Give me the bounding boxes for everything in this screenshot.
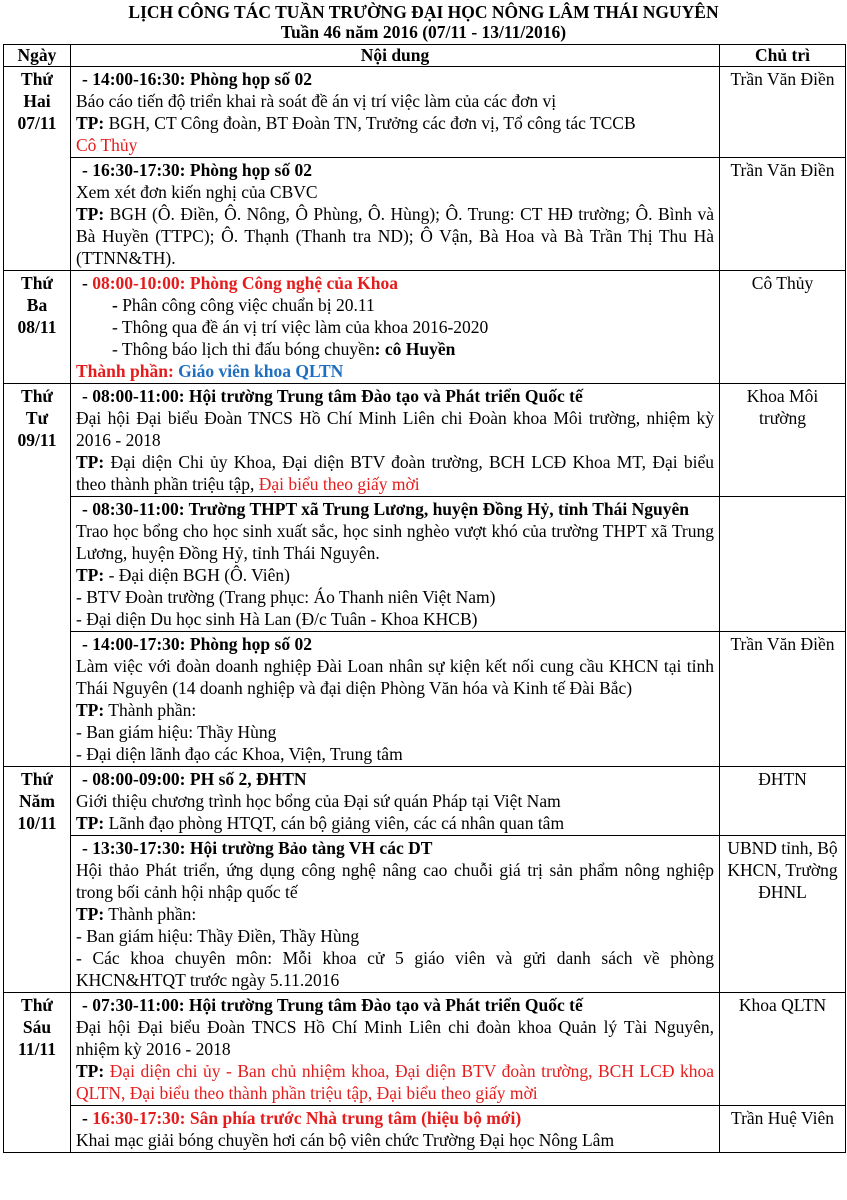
host-cell: Khoa QLTN [720,993,846,1106]
day-name: Năm [19,791,55,811]
table-row [4,767,846,836]
agenda-item-owner: : cô Huyền [374,339,456,359]
table-row [4,632,846,767]
event-content [71,767,720,836]
participants-label: TP: [76,204,105,224]
event-description: Giới thiệu chương trình học bổng của Đại sứ quán Pháp tại Việt Nam [76,791,561,811]
agenda-item: Phân công công việc chuẩn bị 20.11 [122,295,375,315]
day-date: 07/11 [17,113,57,133]
column-header-host: Chủ trì [720,45,846,67]
table-header-row [4,45,846,67]
day-date: 10/11 [17,813,57,833]
participants-label: TP: [76,565,105,585]
event-description: Làm việc với đoàn doanh nghiệp Đài Loan nhân sự kiện kết nối cung cầu KHCN tại tỉnh Thái Nguyên (14 doanh nghiệp và đại diện Phòng Văn hóa và Kinh tế Đài Bắc) [76,656,714,698]
agenda-item: - Thông báo lịch thi đấu bóng chuyền [112,339,375,359]
participants: Đại diện chi ủy - Ban chủ nhiệm khoa, Đại diện BTV đoàn trường, BCH LCĐ khoa QLTN, Đại biểu theo thành phần triệu tập, Đại biểu theo giấy mời [76,1061,714,1103]
event-heading: - 08:30-11:00: Trường THPT xã Trung Lương, huyện Đồng Hỷ, tỉnh Thái Nguyên [82,499,689,519]
event-heading: - 08:00-09:00: PH số 2, ĐHTN [82,769,307,789]
day-name: Ba [26,295,48,315]
event-heading: - 14:00-16:30: Phòng họp số 02 [82,69,312,89]
agenda-item: - Thông qua đề án vị trí việc làm của khoa 2016-2020 [112,317,489,337]
participants-line: - Ban giám hiệu: Thầy Điền, Thầy Hùng [76,926,360,946]
participants-line: - BTV Đoàn trường (Trang phục: Áo Thanh niên Việt Nam) [76,587,496,607]
event-heading: - 08:00-11:00: Hội trường Trung tâm Đào tạo và Phát triển Quốc tế [82,386,583,406]
event-description: Đại hội Đại biểu Đoàn TNCS Hồ Chí Minh Liên chi đoàn khoa Quản lý Tài Nguyên, nhiệm kỳ 2016 - 2018 [76,1017,714,1059]
event-description: Hội thảo Phát triển, ứng dụng công nghệ nâng cao chuỗi giá trị sản phẩm nông nghiệp trong bối cảnh hội nhập quốc tế [76,860,714,902]
event-description: Báo cáo tiến độ triển khai rà soát đề án vị trí việc làm của các đơn vị [76,91,557,111]
column-header-day: Ngày [4,45,71,67]
event-note: Cô Thủy [76,135,138,155]
host-cell: Trần Văn Điền [720,158,846,271]
host-cell: ĐHTN [720,767,846,836]
participants-label: TP: [76,904,105,924]
day-cell-thursday [4,767,71,993]
column-header-content: Nội dung [71,45,720,67]
schedule-table [3,44,846,1153]
host-cell: Trần Văn Điền [720,67,846,158]
participants-label: TP: [76,700,105,720]
day-name: Hai [23,91,51,111]
participants-line: - Đại diện Du học sinh Hà Lan (Đ/c Tuân - Khoa KHCB) [76,609,478,629]
members: Giáo viên khoa QLTN [178,361,344,381]
day-label: Thứ [21,995,53,1015]
table-row [4,384,846,497]
event-content [71,158,720,271]
participants-label: TP: [76,452,105,472]
day-cell-wednesday [4,384,71,767]
event-content [71,836,720,993]
event-content [71,67,720,158]
participants: Thành phần: [104,904,197,924]
agenda-dash: - [112,295,123,315]
table-row [4,836,846,993]
page-title: LỊCH CÔNG TÁC TUẦN TRƯỜNG ĐẠI HỌC NÔNG LÂM THÁI NGUYÊN [128,2,719,22]
participants: Lãnh đạo phòng HTQT, cán bộ giảng viên, các cá nhân quan tâm [104,813,565,833]
event-description: Trao học bổng cho học sinh xuất sắc, học sinh nghèo vượt khó của trường THPT xã Trung Lương, huyện Đồng Hỷ, tỉnh Thái Nguyên. [76,521,714,563]
event-content [71,497,720,632]
participants-line: - Các khoa chuyên môn: Mỗi khoa cử 5 giáo viên và gửi danh sách về phòng KHCN&HTQT trước ngày 5.11.2016 [76,948,714,990]
day-cell-monday [4,67,71,271]
table-row [4,993,846,1106]
event-content [71,993,720,1106]
day-label: Thứ [21,386,53,406]
event-description: Đại hội Đại biểu Đoàn TNCS Hồ Chí Minh Liên chi Đoàn khoa Môi trường, nhiệm kỳ 2016 - 2018 [76,408,714,450]
participants-label: TP: [76,113,105,133]
day-cell-tuesday [4,271,71,384]
page-subtitle: Tuần 46 năm 2016 (07/11 - 13/11/2016) [280,22,567,42]
day-label: Thứ [21,273,53,293]
event-description: Khai mạc giải bóng chuyền hơi cán bộ viên chức Trường Đại học Nông Lâm [76,1130,615,1150]
participants-invited: Đại biểu theo giấy mời [258,474,420,494]
table-row [4,158,846,271]
day-name: Tư [25,408,49,428]
event-content [71,271,720,384]
day-date: 11/11 [18,1039,56,1059]
event-heading: 08:00-10:00: Phòng Công nghệ của Khoa [92,273,398,293]
participants-label: TP: [76,1061,105,1081]
host-cell: Trần Văn Điền [720,632,846,767]
members-label: Thành phần: [76,361,179,381]
participants-label: TP: [76,813,105,833]
event-description: Xem xét đơn kiến nghị của CBVC [76,182,318,202]
table-row [4,497,846,632]
event-content [71,632,720,767]
participants-line: - Đại diện lãnh đạo các Khoa, Viện, Trung tâm [76,744,403,764]
host-cell: UBND tỉnh, Bộ KHCN, Trường ĐHNL [720,836,846,993]
host-cell: Khoa Môi trường [720,384,846,497]
participants: Đại diện Chi ủy Khoa, Đại diện BTV đoàn trường, BCH LCĐ Khoa MT, Đại biểu theo thành phần triệu tập, [76,452,714,494]
host-cell [720,497,846,632]
participants: - Đại diện BGH (Ô. Viên) [104,565,290,585]
event-content [71,384,720,497]
event-heading: - 14:00-17:30: Phòng họp số 02 [82,634,312,654]
table-row [4,1106,846,1153]
event-heading: - 07:30-11:00: Hội trường Trung tâm Đào tạo và Phát triển Quốc tế [82,995,583,1015]
event-heading-dash: - [82,273,93,293]
day-date: 09/11 [17,430,57,450]
table-row [4,67,846,158]
day-cell-friday [4,993,71,1153]
host-cell: Cô Thủy [720,271,846,384]
day-label: Thứ [21,69,53,89]
day-label: Thứ [21,769,53,789]
event-heading: - 13:30-17:30: Hội trường Bảo tàng VH các DT [82,838,433,858]
event-heading-dash: - [82,1108,93,1128]
host-cell: Trần Huệ Viên [720,1106,846,1153]
event-heading: - 16:30-17:30: Phòng họp số 02 [82,160,312,180]
table-row [4,271,846,384]
day-date: 08/11 [17,317,57,337]
participants: BGH (Ô. Điền, Ô. Nông, Ô Phùng, Ô. Hùng); Ô. Trung: CT HĐ trường; Ô. Bình và Bà Huyền (TTPC); Ô. Thạnh (Thanh tra ND); Ô Vận, Bà Hoa và Bà Trần Thị Thu Hà (TTNN&TH). [76,204,714,268]
participants: BGH, CT Công đoàn, BT Đoàn TN, Trưởng các đơn vị, Tổ công tác TCCB [104,113,636,133]
participants: Thành phần: [104,700,197,720]
day-name: Sáu [22,1017,52,1037]
event-content [71,1106,720,1153]
event-heading: 16:30-17:30: Sân phía trước Nhà trung tâm (hiệu bộ mới) [92,1108,522,1128]
participants-line: - Ban giám hiệu: Thầy Hùng [76,722,277,742]
